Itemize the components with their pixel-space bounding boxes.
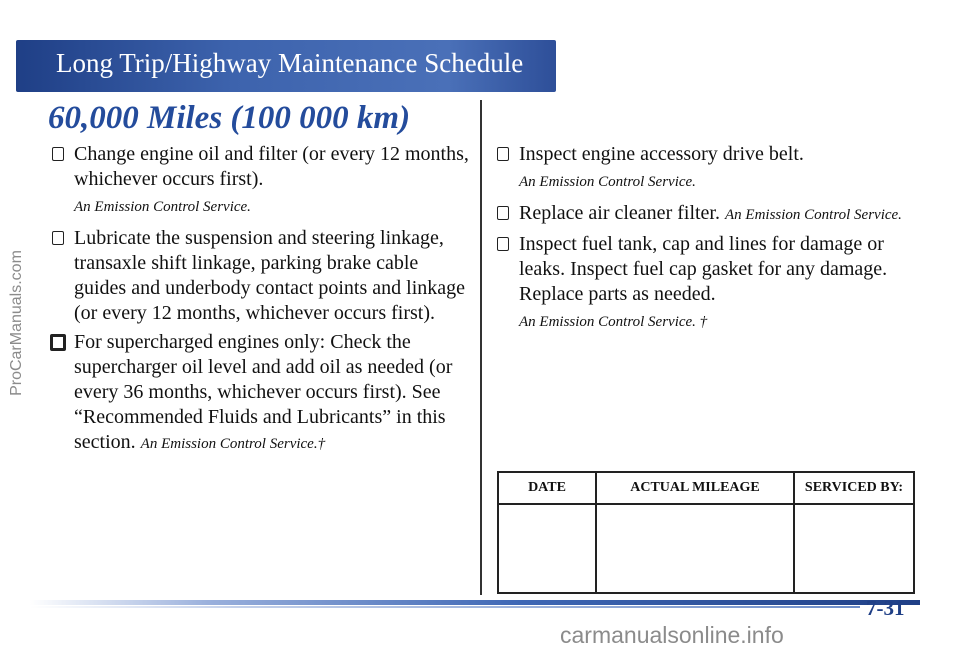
column-divider <box>480 100 482 595</box>
table-header-date: DATE <box>498 472 596 504</box>
item-note: An Emission Control Service. <box>725 207 902 223</box>
checklist-item <box>50 142 470 192</box>
checklist-item <box>50 226 470 326</box>
item-text: Change engine oil and filter (or every 12 months, whichever occurs first). <box>74 143 469 190</box>
item-note: An Emission Control Service. † <box>519 314 708 330</box>
checklist-item <box>495 232 925 307</box>
section-header-bar <box>16 40 556 92</box>
side-watermark-text: ProCarManuals.com <box>8 250 25 396</box>
mileage-cell[interactable] <box>596 504 794 593</box>
checkbox-icon[interactable] <box>497 237 509 251</box>
table-header-row <box>498 472 914 504</box>
checklist-item <box>50 330 470 457</box>
checkbox-icon[interactable] <box>52 231 64 245</box>
checkbox-icon[interactable] <box>50 334 66 351</box>
bottom-rule <box>30 600 920 605</box>
footer-watermark: carmanualsonline.info <box>560 622 784 648</box>
table-header-mileage: ACTUAL MILEAGE <box>596 472 794 504</box>
mileage-heading: 60,000 Miles (100 000 km) <box>48 100 411 136</box>
bottom-rule-thin <box>30 606 860 608</box>
item-text: Inspect fuel tank, cap and lines for damage or leaks. Inspect fuel cap gasket for any damage. Replace parts as needed. <box>519 233 888 305</box>
side-watermark <box>2 198 32 448</box>
header-title: Long Trip/Highway Maintenance Schedule <box>56 48 524 78</box>
page-number: 7-31 <box>866 596 905 620</box>
date-cell[interactable] <box>498 504 596 593</box>
item-note: An Emission Control Service. <box>519 174 696 190</box>
left-column <box>50 142 470 461</box>
table-header-serviced-by: SERVICED BY: <box>794 472 914 504</box>
right-column <box>495 142 925 341</box>
table-row <box>498 504 914 593</box>
checkbox-icon[interactable] <box>52 147 64 161</box>
item-text: Inspect engine accessory drive belt. <box>519 143 804 165</box>
checkbox-icon[interactable] <box>497 206 509 220</box>
checklist-item <box>495 142 925 167</box>
checkbox-icon[interactable] <box>497 147 509 161</box>
item-text: Lubricate the suspension and steering linkage, transaxle shift linkage, parking brake cable guides and underbody contact points and linkage (or every 12 months, whichever occurs first). <box>74 227 466 324</box>
service-record-table <box>497 471 915 594</box>
checklist-item <box>495 201 925 228</box>
item-note: An Emission Control Service. <box>74 199 251 215</box>
item-note: An Emission Control Service.† <box>140 436 326 452</box>
item-text: Replace air cleaner filter. <box>519 202 720 224</box>
item-text: For supercharged engines only: Check the supercharger oil level and add oil as needed (or every 36 months, whichever occurs first). See “Recommended Fluids and Lubricants” in this section. <box>74 331 453 453</box>
serviced-by-cell[interactable] <box>794 504 914 593</box>
